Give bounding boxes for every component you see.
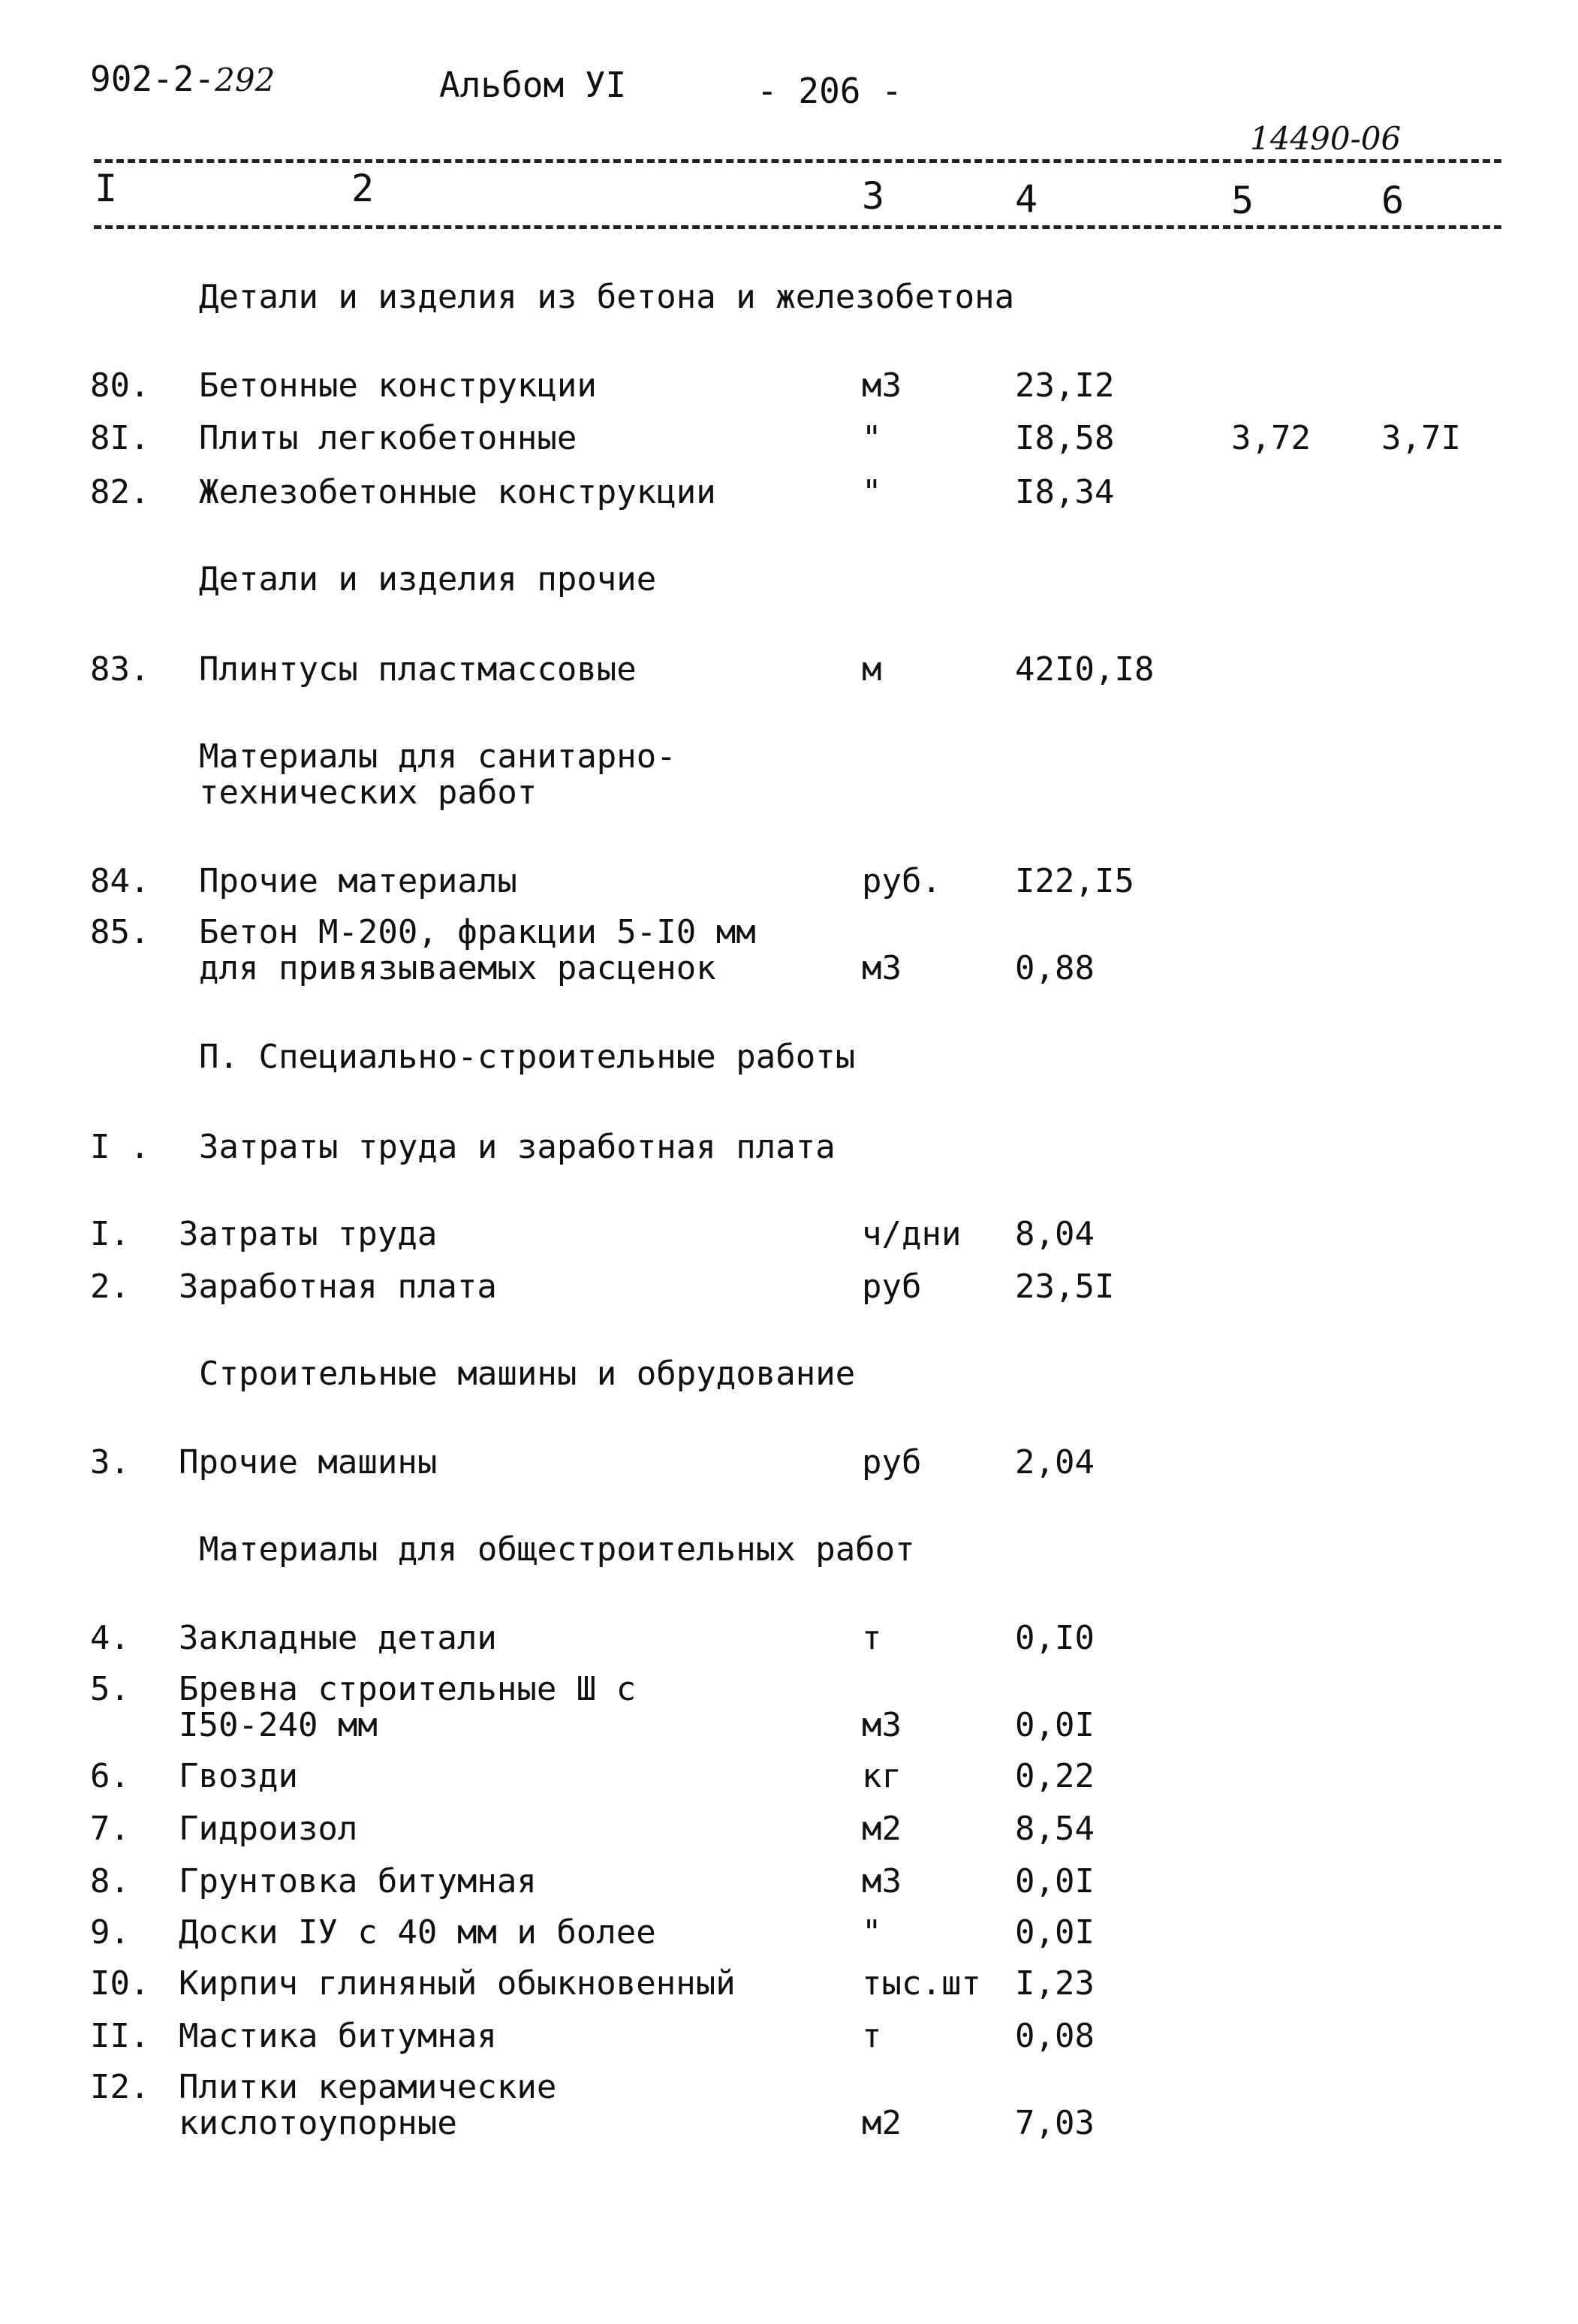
row-number: I. [90, 1215, 130, 1253]
row-number: I2. [90, 2068, 150, 2106]
handwritten-note: 14490-06 [1250, 120, 1402, 157]
row-number: 83. [90, 650, 150, 689]
row-value-col4: 0,I0 [1015, 1619, 1095, 1657]
row-name: Железобетонные конструкции [199, 473, 716, 511]
row-number: 80. [90, 366, 150, 405]
row-number: 4. [90, 1619, 130, 1657]
row-number: 2. [90, 1267, 130, 1306]
row-number: 5. [90, 1670, 130, 1708]
row-value-col4: 0,0I [1015, 1913, 1095, 1952]
column-number-2: 2 [351, 167, 375, 210]
section-heading-other-details: Детали и изделия прочие [199, 560, 657, 598]
row-unit: руб [862, 1443, 922, 1482]
row-unit: м3 [862, 949, 902, 987]
row-unit: " [862, 419, 882, 457]
row-unit: тыс.шт [862, 1964, 981, 2003]
row-value-col4: 7,03 [1015, 2104, 1095, 2142]
row-unit: м2 [862, 1810, 902, 1848]
row-value-col4: 8,54 [1015, 1810, 1095, 1848]
row-value-col4: I,23 [1015, 1964, 1095, 2003]
row-unit: м3 [862, 366, 902, 405]
row-unit: м [862, 650, 882, 689]
row-number: 7. [90, 1810, 130, 1848]
row-unit: руб [862, 1267, 922, 1306]
subsection-title: Затраты труда и заработная плата [199, 1128, 836, 1166]
column-number-1: I [95, 167, 118, 210]
subsection-number: I . [90, 1128, 150, 1166]
column-number-6: 6 [1381, 179, 1405, 222]
row-value-col4: 0,88 [1015, 949, 1095, 987]
row-name: Гвозди [179, 1757, 298, 1795]
row-value-col4: 0,0I [1015, 1706, 1095, 1744]
row-number: 84. [90, 862, 150, 900]
document-code-handwritten: 292 [215, 62, 276, 98]
row-value-col4: 23,I2 [1015, 366, 1115, 405]
row-unit: кг [862, 1757, 902, 1795]
page-number: - 206 - [757, 71, 902, 111]
document-code-prefix: 902-2- [90, 59, 215, 99]
row-value-col4: 0,0I [1015, 1862, 1095, 1900]
row-value-col4: 8,04 [1015, 1215, 1095, 1253]
column-number-5: 5 [1231, 179, 1254, 222]
row-name: Бетон М-200, фракции 5-I0 мм для привязываемых расценок [199, 913, 756, 987]
row-value-col4: 42I0,I8 [1015, 650, 1155, 689]
row-name: Плинтусы пластмассовые [199, 650, 637, 689]
row-name: Затраты труда [179, 1215, 438, 1253]
row-name: Бетонные конструкции [199, 366, 597, 405]
row-name: Плиты легкобетонные [199, 419, 577, 457]
row-name: Прочие материалы [199, 862, 517, 900]
row-unit: " [862, 473, 882, 511]
row-unit: м3 [862, 1862, 902, 1900]
row-name: Кирпич глиняный обыкновенный [179, 1964, 736, 2003]
header-top-rule [94, 159, 1501, 163]
section-heading-special-works: П. Специально-строительные работы [199, 1038, 856, 1076]
row-number: 9. [90, 1913, 130, 1952]
album-label: Альбом УI [439, 65, 627, 105]
row-unit: т [862, 2017, 882, 2055]
row-number: I0. [90, 1964, 150, 2003]
row-unit: " [862, 1913, 882, 1952]
row-unit: т [862, 1619, 882, 1657]
row-name: Грунтовка битумная [179, 1862, 537, 1900]
row-value-col6: 3,7I [1381, 419, 1461, 457]
row-name: Мастика битумная [179, 2017, 497, 2055]
row-name: Бревна строительные Ш с I50-240 мм [179, 1670, 637, 1744]
row-unit: руб. [862, 862, 941, 900]
column-number-3: 3 [862, 174, 885, 218]
row-number: 82. [90, 473, 150, 511]
section-heading-machines: Строительные машины и обрудование [199, 1355, 856, 1393]
section-heading-general-materials: Материалы для общестроительных работ [199, 1530, 915, 1569]
row-value-col4: 0,08 [1015, 2017, 1095, 2055]
row-unit: м3 [862, 1706, 902, 1744]
row-name: Плитки керамические кислотоупорные [179, 2068, 557, 2142]
section-heading-sanitary-materials: Материалы для санитарно- технических работ [199, 737, 676, 812]
row-unit: м2 [862, 2104, 902, 2142]
row-value-col4: 0,22 [1015, 1757, 1095, 1795]
row-number: 3. [90, 1443, 130, 1482]
document-code [90, 59, 275, 99]
row-number: II. [90, 2017, 150, 2055]
row-name: Прочие машины [179, 1443, 438, 1482]
row-number: 6. [90, 1757, 130, 1795]
row-name: Гидроизол [179, 1810, 358, 1848]
section-heading-concrete: Детали и изделия из бетона и железобетона [199, 278, 1015, 316]
row-value-col4: 23,5I [1015, 1267, 1115, 1306]
row-value-col4: I22,I5 [1015, 862, 1134, 900]
row-value-col4: I8,58 [1015, 419, 1115, 457]
row-number: 8. [90, 1862, 130, 1900]
header-bottom-rule [94, 225, 1501, 229]
row-number: 85. [90, 913, 150, 951]
row-number: 8I. [90, 419, 150, 457]
row-name: Доски IУ с 40 мм и более [179, 1913, 656, 1952]
row-name: Заработная плата [179, 1267, 497, 1306]
row-name: Закладные детали [179, 1619, 497, 1657]
row-unit: ч/дни [862, 1215, 962, 1253]
row-value-col4: 2,04 [1015, 1443, 1095, 1482]
column-number-4: 4 [1015, 177, 1038, 221]
row-value-col4: I8,34 [1015, 473, 1115, 511]
row-value-col5: 3,72 [1231, 419, 1311, 457]
